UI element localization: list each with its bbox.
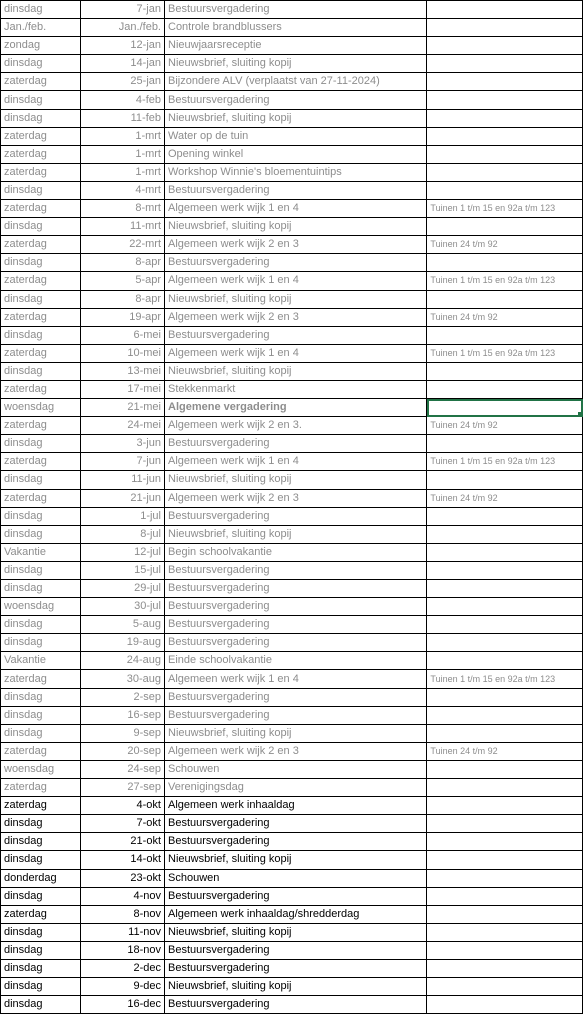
date-cell[interactable]: 29-jul <box>81 580 165 598</box>
event-cell[interactable]: Nieuwjaarsreceptie <box>165 37 427 55</box>
note-cell[interactable]: Tuinen 24 t/m 92 <box>427 236 583 254</box>
date-cell[interactable]: 22-mrt <box>81 236 165 254</box>
note-cell[interactable] <box>427 959 583 977</box>
note-cell[interactable] <box>427 941 583 959</box>
event-cell[interactable]: Nieuwsbrief, sluiting kopij <box>165 923 427 941</box>
date-cell[interactable]: 1-mrt <box>81 163 165 181</box>
day-cell[interactable]: dinsdag <box>1 91 81 109</box>
note-cell[interactable] <box>427 163 583 181</box>
event-cell[interactable]: Bestuursvergadering <box>165 706 427 724</box>
date-cell[interactable]: 4-okt <box>81 797 165 815</box>
note-cell[interactable]: Tuinen 1 t/m 15 en 92a t/m 123 <box>427 200 583 218</box>
note-cell[interactable] <box>427 580 583 598</box>
day-cell[interactable]: dinsdag <box>1 109 81 127</box>
day-cell[interactable]: donderdag <box>1 869 81 887</box>
date-cell[interactable]: 12-jul <box>81 543 165 561</box>
note-cell[interactable] <box>427 181 583 199</box>
date-cell[interactable]: 11-mrt <box>81 218 165 236</box>
date-cell[interactable]: 24-mei <box>81 417 165 435</box>
day-cell[interactable]: zaterdag <box>1 670 81 688</box>
note-cell[interactable] <box>427 561 583 579</box>
note-cell[interactable] <box>427 688 583 706</box>
event-cell[interactable]: Nieuwsbrief, sluiting kopij <box>165 724 427 742</box>
day-cell[interactable]: zaterdag <box>1 145 81 163</box>
note-cell[interactable]: Tuinen 24 t/m 92 <box>427 742 583 760</box>
event-cell[interactable]: Einde schoolvakantie <box>165 652 427 670</box>
day-cell[interactable]: dinsdag <box>1 435 81 453</box>
note-cell[interactable] <box>427 779 583 797</box>
selected-cell[interactable] <box>427 399 583 417</box>
date-cell[interactable]: 21-okt <box>81 833 165 851</box>
note-cell[interactable] <box>427 760 583 778</box>
date-cell[interactable]: 19-apr <box>81 308 165 326</box>
table-row <box>1 706 583 724</box>
day-cell[interactable]: zaterdag <box>1 742 81 760</box>
event-cell[interactable]: Nieuwsbrief, sluiting kopij <box>165 218 427 236</box>
day-cell[interactable]: dinsdag <box>1 851 81 869</box>
note-cell[interactable] <box>427 435 583 453</box>
table-row <box>1 163 583 181</box>
table-row <box>1 941 583 959</box>
table-row <box>1 200 583 218</box>
note-cell[interactable] <box>427 127 583 145</box>
table-row <box>1 453 583 471</box>
note-cell[interactable] <box>427 706 583 724</box>
event-cell[interactable]: Nieuwsbrief, sluiting kopij <box>165 362 427 380</box>
day-cell[interactable]: dinsdag <box>1 959 81 977</box>
event-cell[interactable]: Bijzondere ALV (verplaatst van 27-11-2024) <box>165 73 427 91</box>
event-cell[interactable]: Bestuursvergadering <box>165 1 427 19</box>
event-cell[interactable]: Bestuursvergadering <box>165 634 427 652</box>
date-cell[interactable]: 11-jun <box>81 471 165 489</box>
event-cell[interactable]: Opening winkel <box>165 145 427 163</box>
day-cell[interactable]: dinsdag <box>1 525 81 543</box>
event-cell[interactable]: Algemeen werk wijk 2 en 3. <box>165 417 427 435</box>
table-row <box>1 272 583 290</box>
event-cell[interactable]: Algemene vergadering <box>165 399 427 417</box>
note-cell[interactable] <box>427 598 583 616</box>
note-cell[interactable] <box>427 797 583 815</box>
event-cell[interactable]: Bestuursvergadering <box>165 616 427 634</box>
event-cell[interactable]: Algemeen werk wijk 2 en 3 <box>165 489 427 507</box>
table-row <box>1 724 583 742</box>
table-row <box>1 851 583 869</box>
note-cell[interactable] <box>427 996 583 1014</box>
note-cell[interactable] <box>427 978 583 996</box>
table-row <box>1 887 583 905</box>
day-cell[interactable]: dinsdag <box>1 471 81 489</box>
note-cell[interactable] <box>427 507 583 525</box>
date-cell[interactable]: 23-okt <box>81 869 165 887</box>
event-cell[interactable]: Bestuursvergadering <box>165 887 427 905</box>
day-cell[interactable]: zaterdag <box>1 200 81 218</box>
table-row <box>1 797 583 815</box>
date-cell[interactable]: 10-mei <box>81 344 165 362</box>
date-cell[interactable]: 6-mei <box>81 326 165 344</box>
date-cell[interactable]: 17-mei <box>81 380 165 398</box>
day-cell[interactable]: dinsdag <box>1 923 81 941</box>
day-cell[interactable]: zaterdag <box>1 905 81 923</box>
day-cell[interactable]: dinsdag <box>1 218 81 236</box>
table-row <box>1 598 583 616</box>
event-cell[interactable]: Algemeen werk wijk 2 en 3 <box>165 308 427 326</box>
note-cell[interactable] <box>427 254 583 272</box>
table-row <box>1 1 583 19</box>
table-row <box>1 634 583 652</box>
table-row <box>1 507 583 525</box>
table-row <box>1 688 583 706</box>
table-row <box>1 145 583 163</box>
day-cell[interactable]: dinsdag <box>1 887 81 905</box>
date-cell[interactable]: 24-aug <box>81 652 165 670</box>
note-cell[interactable]: Tuinen 24 t/m 92 <box>427 308 583 326</box>
date-cell[interactable]: 7-jun <box>81 453 165 471</box>
note-cell[interactable] <box>427 37 583 55</box>
day-cell[interactable]: zaterdag <box>1 127 81 145</box>
event-cell[interactable]: Nieuwsbrief, sluiting kopij <box>165 978 427 996</box>
date-cell[interactable]: 12-jan <box>81 37 165 55</box>
date-cell[interactable]: 3-jun <box>81 435 165 453</box>
event-cell[interactable]: Bestuursvergadering <box>165 959 427 977</box>
note-cell[interactable]: Tuinen 1 t/m 15 en 92a t/m 123 <box>427 344 583 362</box>
date-cell[interactable]: 25-jan <box>81 73 165 91</box>
table-row <box>1 525 583 543</box>
table-row <box>1 362 583 380</box>
event-cell[interactable]: Bestuursvergadering <box>165 941 427 959</box>
table-row <box>1 996 583 1014</box>
table-row <box>1 978 583 996</box>
event-cell[interactable]: Bestuursvergadering <box>165 181 427 199</box>
date-cell[interactable]: 9-sep <box>81 724 165 742</box>
day-cell[interactable]: zondag <box>1 37 81 55</box>
note-cell[interactable] <box>427 73 583 91</box>
day-cell[interactable]: zaterdag <box>1 73 81 91</box>
event-cell[interactable]: Algemeen werk wijk 1 en 4 <box>165 200 427 218</box>
note-cell[interactable] <box>427 724 583 742</box>
table-row <box>1 344 583 362</box>
event-cell[interactable]: Water op de tuin <box>165 127 427 145</box>
day-cell[interactable]: dinsdag <box>1 580 81 598</box>
table-row <box>1 55 583 73</box>
event-cell[interactable]: Bestuursvergadering <box>165 598 427 616</box>
table-row <box>1 218 583 236</box>
day-cell[interactable]: dinsdag <box>1 941 81 959</box>
date-cell[interactable]: 13-mei <box>81 362 165 380</box>
event-cell[interactable]: Bestuursvergadering <box>165 996 427 1014</box>
event-cell[interactable]: Schouwen <box>165 760 427 778</box>
date-cell[interactable]: 5-aug <box>81 616 165 634</box>
event-cell[interactable]: Schouwen <box>165 869 427 887</box>
event-cell[interactable]: Nieuwsbrief, sluiting kopij <box>165 109 427 127</box>
note-cell[interactable] <box>427 815 583 833</box>
date-cell[interactable]: 14-okt <box>81 851 165 869</box>
note-cell[interactable] <box>427 851 583 869</box>
date-cell[interactable]: 30-aug <box>81 670 165 688</box>
event-cell[interactable]: Bestuursvergadering <box>165 326 427 344</box>
day-cell[interactable]: dinsdag <box>1 688 81 706</box>
day-cell[interactable]: zaterdag <box>1 453 81 471</box>
day-cell[interactable]: dinsdag <box>1 181 81 199</box>
day-cell[interactable]: zaterdag <box>1 236 81 254</box>
date-cell[interactable]: 8-mrt <box>81 200 165 218</box>
day-cell[interactable]: dinsdag <box>1 706 81 724</box>
table-row <box>1 109 583 127</box>
note-cell[interactable] <box>427 326 583 344</box>
table-row <box>1 417 583 435</box>
note-cell[interactable] <box>427 616 583 634</box>
date-cell[interactable]: 15-jul <box>81 561 165 579</box>
event-cell[interactable]: Nieuwsbrief, sluiting kopij <box>165 525 427 543</box>
date-cell[interactable]: 8-nov <box>81 905 165 923</box>
day-cell[interactable]: zaterdag <box>1 344 81 362</box>
date-cell[interactable]: 11-feb <box>81 109 165 127</box>
day-cell[interactable]: dinsdag <box>1 833 81 851</box>
day-cell[interactable]: Vakantie <box>1 543 81 561</box>
event-cell[interactable]: Bestuursvergadering <box>165 507 427 525</box>
table-row <box>1 37 583 55</box>
table-row <box>1 923 583 941</box>
date-cell[interactable]: 9-dec <box>81 978 165 996</box>
table-row <box>1 380 583 398</box>
table-row <box>1 290 583 308</box>
table-row <box>1 19 583 37</box>
day-cell[interactable]: zaterdag <box>1 779 81 797</box>
table-row <box>1 616 583 634</box>
table-row <box>1 959 583 977</box>
event-cell[interactable]: Algemeen werk wijk 1 en 4 <box>165 272 427 290</box>
table-row <box>1 779 583 797</box>
note-cell[interactable] <box>427 634 583 652</box>
day-cell[interactable]: dinsdag <box>1 616 81 634</box>
note-cell[interactable] <box>427 19 583 37</box>
date-cell[interactable]: 5-apr <box>81 272 165 290</box>
day-cell[interactable]: dinsdag <box>1 724 81 742</box>
note-cell[interactable] <box>427 55 583 73</box>
note-cell[interactable]: Tuinen 24 t/m 92 <box>427 489 583 507</box>
day-cell[interactable]: woensdag <box>1 760 81 778</box>
day-cell[interactable]: dinsdag <box>1 561 81 579</box>
table-row <box>1 91 583 109</box>
day-cell[interactable]: zaterdag <box>1 272 81 290</box>
note-cell[interactable] <box>427 1 583 19</box>
note-cell[interactable] <box>427 145 583 163</box>
table-row <box>1 670 583 688</box>
date-cell[interactable]: 1-mrt <box>81 145 165 163</box>
day-cell[interactable]: zaterdag <box>1 380 81 398</box>
note-cell[interactable] <box>427 218 583 236</box>
note-cell[interactable]: Tuinen 24 t/m 92 <box>427 417 583 435</box>
date-cell[interactable]: 21-mei <box>81 399 165 417</box>
note-cell[interactable] <box>427 543 583 561</box>
day-cell[interactable]: zaterdag <box>1 489 81 507</box>
day-cell[interactable]: dinsdag <box>1 978 81 996</box>
date-cell[interactable]: 4-feb <box>81 91 165 109</box>
day-cell[interactable]: dinsdag <box>1 362 81 380</box>
date-cell[interactable]: 1-mrt <box>81 127 165 145</box>
event-cell[interactable]: Stekkenmarkt <box>165 380 427 398</box>
table-row <box>1 435 583 453</box>
note-cell[interactable] <box>427 380 583 398</box>
note-cell[interactable] <box>427 109 583 127</box>
event-cell[interactable]: Bestuursvergadering <box>165 561 427 579</box>
event-cell[interactable]: Algemeen werk inhaaldag/shredderdag <box>165 905 427 923</box>
event-cell[interactable]: Bestuursvergadering <box>165 435 427 453</box>
table-row <box>1 833 583 851</box>
day-cell[interactable]: zaterdag <box>1 417 81 435</box>
day-cell[interactable]: dinsdag <box>1 996 81 1014</box>
date-cell[interactable]: 1-jul <box>81 507 165 525</box>
day-cell[interactable]: zaterdag <box>1 163 81 181</box>
note-cell[interactable] <box>427 471 583 489</box>
table-row <box>1 471 583 489</box>
note-cell[interactable]: Tuinen 1 t/m 15 en 92a t/m 123 <box>427 272 583 290</box>
agenda-rows <box>1 1 583 1014</box>
note-cell[interactable]: Tuinen 1 t/m 15 en 92a t/m 123 <box>427 453 583 471</box>
date-cell[interactable]: 4-mrt <box>81 181 165 199</box>
date-cell[interactable]: 8-apr <box>81 290 165 308</box>
event-cell[interactable]: Bestuursvergadering <box>165 91 427 109</box>
note-cell[interactable]: Tuinen 1 t/m 15 en 92a t/m 123 <box>427 670 583 688</box>
table-row <box>1 254 583 272</box>
note-cell[interactable] <box>427 923 583 941</box>
table-row <box>1 543 583 561</box>
date-cell[interactable]: 30-jul <box>81 598 165 616</box>
date-cell[interactable]: 16-dec <box>81 996 165 1014</box>
event-cell[interactable]: Algemeen werk wijk 1 en 4 <box>165 344 427 362</box>
table-row <box>1 760 583 778</box>
event-cell[interactable]: Algemeen werk wijk 1 en 4 <box>165 670 427 688</box>
date-cell[interactable]: 11-nov <box>81 923 165 941</box>
table-row <box>1 326 583 344</box>
event-cell[interactable]: Verenigingsdag <box>165 779 427 797</box>
table-row <box>1 489 583 507</box>
event-cell[interactable]: Bestuursvergadering <box>165 254 427 272</box>
event-cell[interactable]: Bestuursvergadering <box>165 833 427 851</box>
note-cell[interactable] <box>427 362 583 380</box>
table-row <box>1 742 583 760</box>
note-cell[interactable] <box>427 905 583 923</box>
date-cell[interactable]: 24-sep <box>81 760 165 778</box>
day-cell[interactable]: dinsdag <box>1 507 81 525</box>
table-row <box>1 236 583 254</box>
day-cell[interactable]: Vakantie <box>1 652 81 670</box>
date-cell[interactable]: 8-jul <box>81 525 165 543</box>
table-row <box>1 308 583 326</box>
event-cell[interactable]: Bestuursvergadering <box>165 688 427 706</box>
day-cell[interactable]: dinsdag <box>1 290 81 308</box>
day-cell[interactable]: dinsdag <box>1 254 81 272</box>
table-row <box>1 399 583 417</box>
date-cell[interactable]: 7-jan <box>81 1 165 19</box>
day-cell[interactable]: dinsdag <box>1 1 81 19</box>
date-cell[interactable]: 16-sep <box>81 706 165 724</box>
note-cell[interactable] <box>427 833 583 851</box>
event-cell[interactable]: Bestuursvergadering <box>165 580 427 598</box>
event-cell[interactable]: Begin schoolvakantie <box>165 543 427 561</box>
date-cell[interactable]: 14-jan <box>81 55 165 73</box>
day-cell[interactable]: woensdag <box>1 399 81 417</box>
event-cell[interactable]: Nieuwsbrief, sluiting kopij <box>165 851 427 869</box>
event-cell[interactable]: Algemeen werk inhaaldag <box>165 797 427 815</box>
event-cell[interactable]: Nieuwsbrief, sluiting kopij <box>165 471 427 489</box>
day-cell[interactable]: dinsdag <box>1 326 81 344</box>
date-cell[interactable]: 27-sep <box>81 779 165 797</box>
table-row <box>1 869 583 887</box>
date-cell[interactable]: 2-dec <box>81 959 165 977</box>
date-cell[interactable]: 2-sep <box>81 688 165 706</box>
event-cell[interactable]: Nieuwsbrief, sluiting kopij <box>165 290 427 308</box>
date-cell[interactable]: 18-nov <box>81 941 165 959</box>
date-cell[interactable]: 19-aug <box>81 634 165 652</box>
date-cell[interactable]: 7-okt <box>81 815 165 833</box>
note-cell[interactable] <box>427 652 583 670</box>
table-row <box>1 181 583 199</box>
note-cell[interactable] <box>427 525 583 543</box>
note-cell[interactable] <box>427 290 583 308</box>
day-cell[interactable]: dinsdag <box>1 634 81 652</box>
table-row <box>1 127 583 145</box>
event-cell[interactable]: Algemeen werk wijk 2 en 3 <box>165 742 427 760</box>
note-cell[interactable] <box>427 887 583 905</box>
note-cell[interactable] <box>427 869 583 887</box>
date-cell[interactable]: Jan./feb. <box>81 19 165 37</box>
event-cell[interactable]: Algemeen werk wijk 1 en 4 <box>165 453 427 471</box>
date-cell[interactable]: 4-nov <box>81 887 165 905</box>
day-cell[interactable]: zaterdag <box>1 797 81 815</box>
event-cell[interactable]: Algemeen werk wijk 2 en 3 <box>165 236 427 254</box>
event-cell[interactable]: Nieuwsbrief, sluiting kopij <box>165 55 427 73</box>
date-cell[interactable]: 21-jun <box>81 489 165 507</box>
table-row <box>1 905 583 923</box>
note-cell[interactable] <box>427 91 583 109</box>
table-row <box>1 561 583 579</box>
table-row <box>1 815 583 833</box>
event-cell[interactable]: Bestuursvergadering <box>165 815 427 833</box>
event-cell[interactable]: Workshop Winnie's bloementuintips <box>165 163 427 181</box>
day-cell[interactable]: zaterdag <box>1 308 81 326</box>
date-cell[interactable]: 8-apr <box>81 254 165 272</box>
day-cell[interactable]: dinsdag <box>1 815 81 833</box>
day-cell[interactable]: Jan./feb. <box>1 19 81 37</box>
table-row <box>1 73 583 91</box>
table-row <box>1 580 583 598</box>
event-cell[interactable]: Controle brandblussers <box>165 19 427 37</box>
table-row <box>1 652 583 670</box>
date-cell[interactable]: 20-sep <box>81 742 165 760</box>
day-cell[interactable]: dinsdag <box>1 55 81 73</box>
day-cell[interactable]: woensdag <box>1 598 81 616</box>
